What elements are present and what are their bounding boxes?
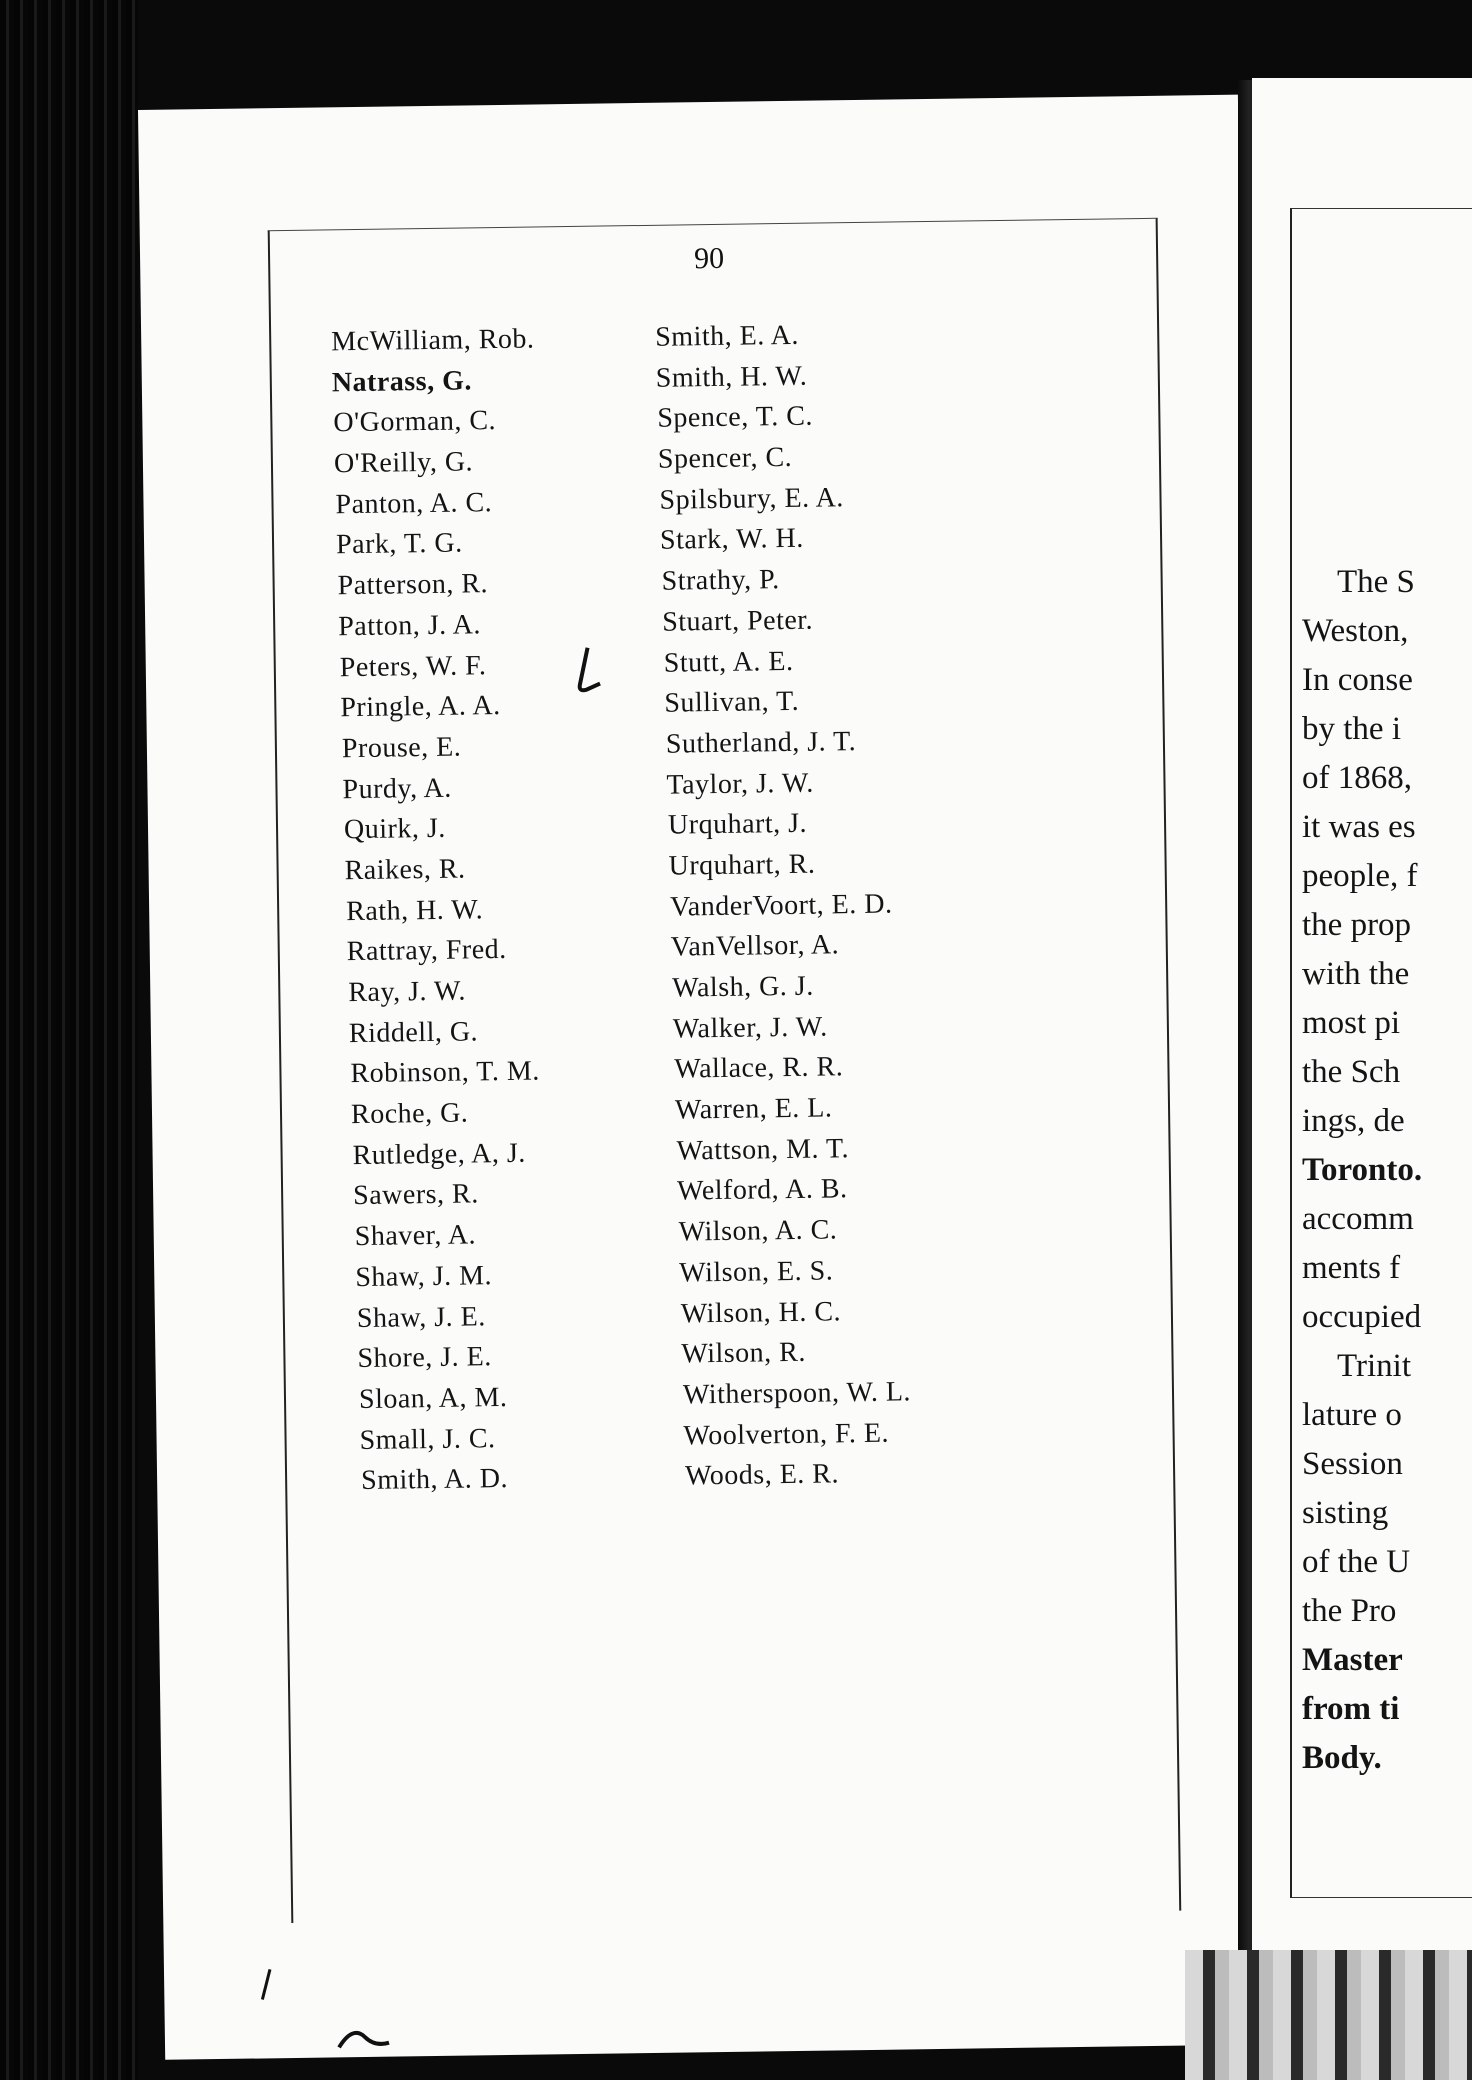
pencil-stroke-icon bbox=[252, 1965, 283, 2005]
pencil-scribble-icon bbox=[335, 2017, 396, 2058]
text-line: occupied bbox=[1302, 1299, 1422, 1335]
list-item: Shaw, J. M. bbox=[355, 1259, 493, 1293]
list-item: Wilson, R. bbox=[681, 1336, 807, 1370]
list-item: Warren, E. L. bbox=[674, 1092, 833, 1126]
text-line: people, f bbox=[1302, 858, 1418, 894]
text-line: Weston, bbox=[1302, 613, 1409, 649]
text-line: Body. bbox=[1302, 1740, 1382, 1776]
list-item: Sloan, A, M. bbox=[358, 1381, 508, 1415]
list-item: Raikes, R. bbox=[344, 853, 466, 887]
text-line: with the bbox=[1302, 956, 1410, 992]
list-item: Shaw, J. E. bbox=[356, 1300, 486, 1334]
list-item: Wilson, H. C. bbox=[680, 1295, 842, 1330]
list-item: Shaver, A. bbox=[354, 1219, 477, 1253]
text-line: ings, de bbox=[1302, 1103, 1405, 1139]
list-item: Spence, T. C. bbox=[657, 400, 814, 435]
text-line: The S bbox=[1337, 564, 1415, 600]
list-item: Taylor, J. W. bbox=[666, 767, 814, 801]
text-line: the Sch bbox=[1302, 1054, 1401, 1090]
list-item: Peters, W. F. bbox=[339, 649, 487, 683]
text-line: lature o bbox=[1302, 1397, 1402, 1433]
book-bottom-edge bbox=[1185, 1950, 1472, 2080]
list-item: Strathy, P. bbox=[661, 564, 780, 597]
list-item: Wilson, A. C. bbox=[678, 1214, 838, 1248]
list-item: O'Reilly, G. bbox=[333, 446, 474, 480]
text-line: from ti bbox=[1302, 1691, 1400, 1727]
list-item: Woolverton, F. E. bbox=[683, 1417, 890, 1452]
book-page-edges bbox=[0, 0, 138, 2080]
list-item: Robinson, T. M. bbox=[350, 1055, 540, 1090]
text-line: ments f bbox=[1302, 1250, 1401, 1286]
list-item: Spencer, C. bbox=[657, 441, 793, 475]
list-item: Quirk, J. bbox=[343, 813, 447, 846]
list-item: Ray, J. W. bbox=[348, 975, 467, 1009]
list-item: Rattray, Fred. bbox=[346, 934, 507, 968]
text-line: Trinit bbox=[1337, 1348, 1411, 1384]
list-item: Smith, H. W. bbox=[655, 360, 808, 394]
text-line: Master bbox=[1302, 1642, 1403, 1678]
list-item: Wattson, M. T. bbox=[676, 1132, 850, 1167]
list-item: VanderVoort, E. D. bbox=[669, 888, 893, 923]
name-list-left bbox=[331, 319, 551, 1502]
page-number: 90 bbox=[693, 241, 725, 276]
text-line: sisting bbox=[1302, 1495, 1389, 1531]
list-item: Smith, E. A. bbox=[655, 319, 800, 353]
list-item: Pringle, A. A. bbox=[340, 690, 501, 724]
list-item: Sawers, R. bbox=[352, 1178, 479, 1212]
text-line: of the U bbox=[1302, 1544, 1411, 1580]
list-item: VanVellsor, A. bbox=[670, 929, 840, 963]
facing-page bbox=[1252, 78, 1472, 2078]
list-item: Patton, J. A. bbox=[338, 609, 482, 643]
list-item: O'Gorman, C. bbox=[333, 405, 497, 439]
left-page bbox=[138, 95, 1265, 2060]
text-line: of 1868, bbox=[1302, 760, 1412, 796]
list-item: Patterson, R. bbox=[337, 568, 489, 602]
list-item: Natrass, G. bbox=[331, 365, 473, 399]
list-item: McWilliam, Rob. bbox=[331, 323, 535, 358]
list-item: Panton, A. C. bbox=[335, 486, 493, 521]
text-line: the prop bbox=[1302, 907, 1412, 943]
text-line: In conse bbox=[1302, 662, 1413, 698]
list-item: Sullivan, T. bbox=[664, 686, 800, 719]
list-item: Rath, H. W. bbox=[345, 893, 484, 927]
pencil-mark-icon bbox=[565, 644, 606, 705]
list-item: Prouse, E. bbox=[341, 731, 462, 765]
list-item: Rutledge, A, J. bbox=[352, 1137, 526, 1171]
list-item: Stark, W. H. bbox=[659, 523, 804, 557]
list-item: Park, T. G. bbox=[335, 527, 463, 561]
list-item: Woods, E. R. bbox=[684, 1458, 840, 1492]
list-item: Welford, A. B. bbox=[676, 1173, 848, 1208]
list-item: Smith, A. D. bbox=[360, 1463, 509, 1497]
text-line: the Pro bbox=[1302, 1593, 1397, 1629]
facing-page-text bbox=[1302, 558, 1422, 1783]
text-line: it was es bbox=[1302, 809, 1416, 845]
text-line: by the i bbox=[1302, 711, 1401, 747]
list-item: Stutt, A. E. bbox=[663, 645, 794, 679]
list-item: Small, J. C. bbox=[359, 1422, 496, 1456]
list-item: Shore, J. E. bbox=[357, 1341, 492, 1375]
text-line: accomm bbox=[1302, 1201, 1414, 1237]
list-item: Walsh, G. J. bbox=[672, 970, 814, 1004]
list-item: Wilson, E. S. bbox=[679, 1255, 834, 1289]
list-item: Walker, J. W. bbox=[672, 1011, 828, 1045]
list-item: Purdy, A. bbox=[342, 772, 452, 805]
list-item: Urquhart, R. bbox=[668, 848, 816, 882]
text-line: most pi bbox=[1302, 1005, 1401, 1041]
list-item: Spilsbury, E. A. bbox=[659, 481, 845, 516]
list-item: Stuart, Peter. bbox=[661, 604, 814, 638]
list-item: Sutherland, J. T. bbox=[665, 725, 857, 760]
list-item: Riddell, G. bbox=[348, 1016, 479, 1049]
list-item: Urquhart, J. bbox=[667, 807, 808, 841]
list-item: Wallace, R. R. bbox=[674, 1051, 844, 1085]
list-item: Roche, G. bbox=[350, 1097, 469, 1131]
text-line: Session bbox=[1302, 1446, 1403, 1482]
name-list-right bbox=[655, 314, 912, 1497]
list-item: Witherspoon, W. L. bbox=[682, 1376, 912, 1411]
text-line: Toronto. bbox=[1302, 1152, 1423, 1188]
